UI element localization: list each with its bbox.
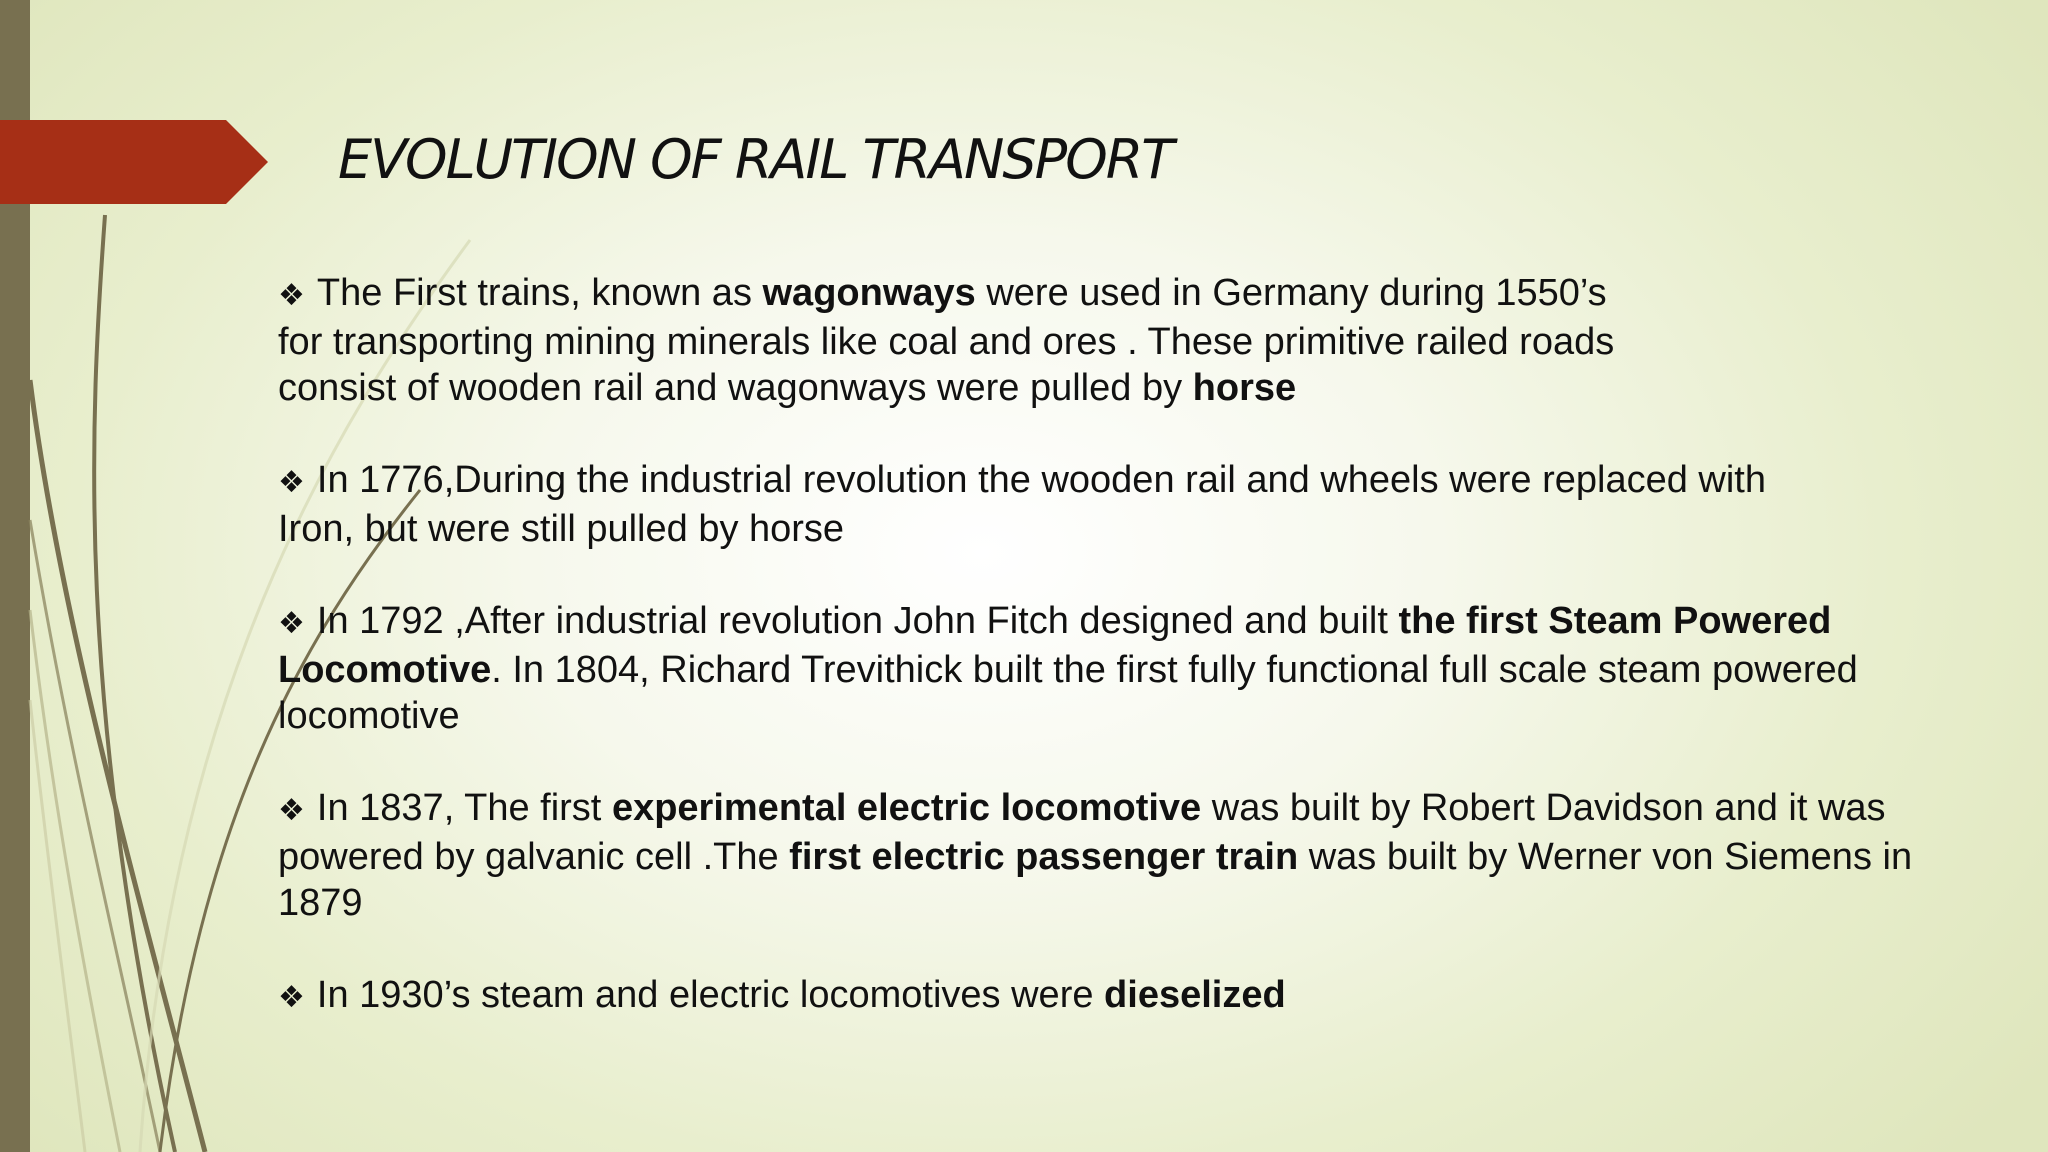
- slide-title: EVOLUTION OF RAIL TRANSPORT: [338, 128, 1173, 191]
- four-diamond-bullet-icon: ❖: [278, 606, 305, 641]
- four-diamond-bullet-icon: ❖: [278, 980, 305, 1015]
- four-diamond-bullet-icon: ❖: [278, 793, 305, 828]
- bullet-item-1837: ❖ In 1837, The first experimental electric locomotive was built by Robert Davidson and it was powered by galvanic cell .The first electric passenger train was built by Werner von Siemens in 1879: [278, 787, 1913, 924]
- bullet-item-1930s: ❖ In 1930’s steam and electric locomotives were dieselized: [278, 972, 1978, 1021]
- four-diamond-bullet-icon: ❖: [278, 465, 305, 500]
- left-accent-bar: [0, 0, 30, 1152]
- bullet-item-wagonways: ❖ The First trains, known as wagonways were used in Germany during 1550’s for transporting mining minerals like coal and ores . These primitive railed roads consist of wooden rail and wagonways were pulled by horse: [278, 272, 1615, 409]
- bullet-item-1792: ❖ In 1792 ,After industrial revolution John Fitch designed and built the first Steam Powered Locomotive. In 1804, Richard Trevithick built the first fully functional full scale steam powered locomotive: [278, 600, 1858, 737]
- bullet-list: [278, 270, 1978, 1067]
- bullet-item-1776: ❖ In 1776,During the industrial revolution the wooden rail and wheels were replaced with Iron, but were still pulled by horse: [278, 459, 1766, 550]
- four-diamond-bullet-icon: ❖: [278, 278, 305, 313]
